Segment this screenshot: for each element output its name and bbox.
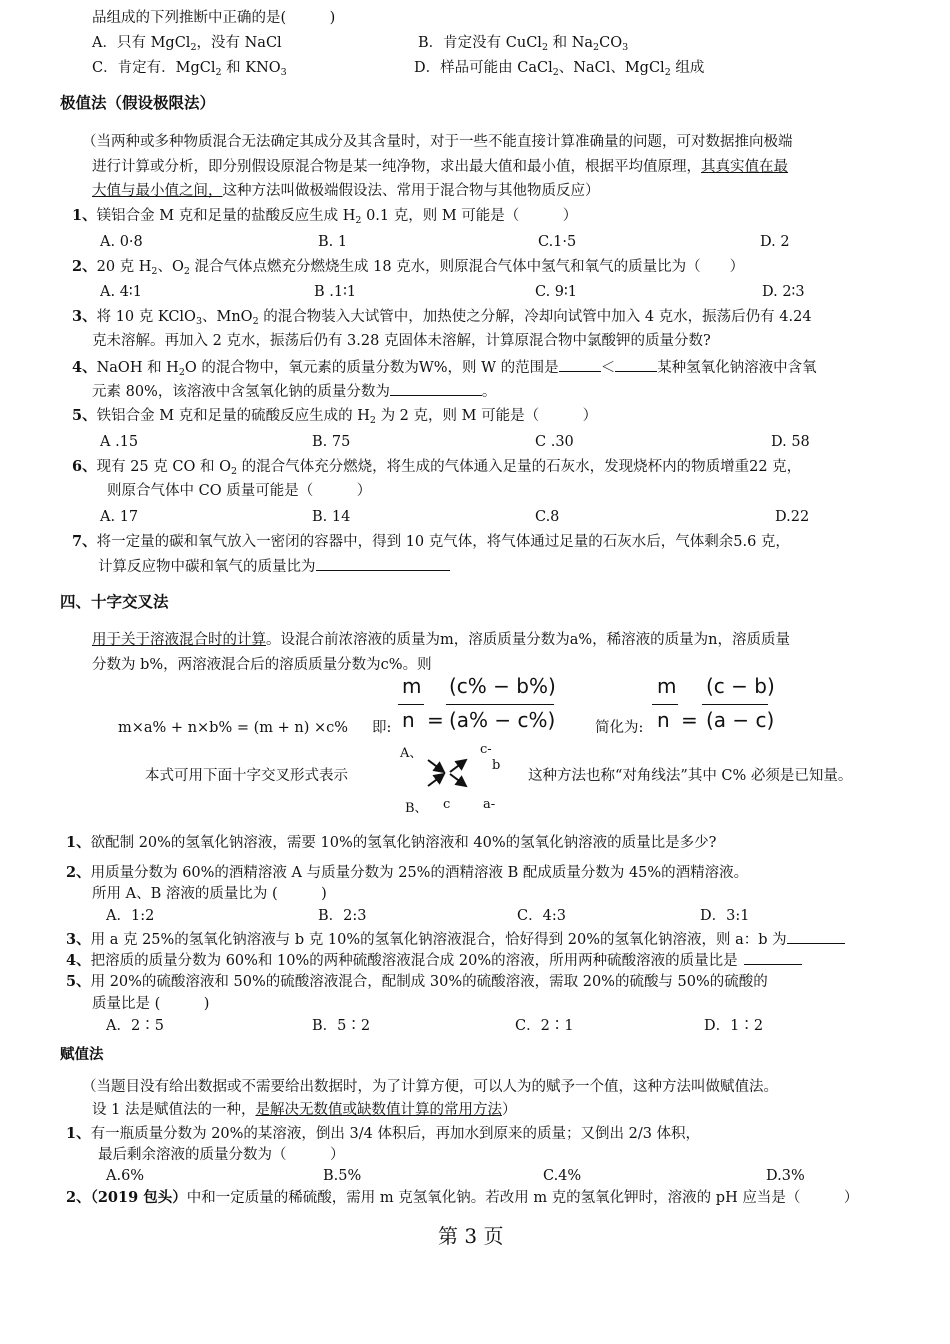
option: B.5% [323, 1168, 362, 1184]
cross-desc-line1 [92, 630, 790, 650]
limit-question-4 [72, 357, 817, 378]
limit-desc-line2 [92, 157, 788, 177]
option: A.6% [106, 1168, 145, 1184]
desc-text: 设 1 法是赋值法的一种， [92, 1102, 256, 1118]
question-number: 4、 [66, 952, 91, 969]
subscript: 3 [622, 42, 629, 53]
subscript: 2 [541, 42, 548, 53]
fraction2-denominator: (a − c) [706, 708, 775, 732]
section-title-cross: 四、十字交叉法 [60, 593, 169, 611]
limit-question-3 [72, 307, 812, 327]
question-text: 镁铝合金 M 克和足量的盐酸反应生成 H [96, 208, 356, 224]
punctuation: 。 [481, 384, 497, 400]
section-title-assign: 赋值法 [60, 1047, 104, 1063]
cross-question-1 [66, 833, 716, 853]
arrow-line [450, 760, 466, 772]
limit-question-5 [72, 406, 597, 426]
question-text: 的混合物装入大试管中，加热使之分解，冷却向试管中加入 4 克水，振荡后仍有 4.24 [258, 309, 812, 325]
question-text: 现有 25 克 CO 和 O [96, 459, 231, 475]
question-text: 0.1 克，则 M 可能是（ ） [361, 208, 578, 224]
option: B．2:3 [318, 908, 367, 924]
option: C.4% [543, 1168, 582, 1184]
option-b [418, 33, 628, 53]
fraction1-m: m [402, 674, 422, 698]
question-number: 2、 [66, 1189, 91, 1206]
arrow-line [428, 774, 444, 786]
question-number: 5、 [66, 973, 91, 990]
limit-question-7 [72, 532, 790, 552]
option: D.3% [766, 1168, 805, 1184]
assign-desc-line1: （当题目没有给出数据或不需要给出数据时，为了计算方便，可以人为的赋予一个值，这种方法叫做赋值法。 [82, 1079, 778, 1095]
answer-blank[interactable] [390, 381, 482, 396]
option-text: 和 Na [547, 35, 594, 51]
limit-desc-line3 [92, 181, 600, 201]
option-text: CO [599, 35, 623, 51]
question-text: 某种氢氧化钠溶液中含氧 [657, 360, 817, 376]
equals-sign: = [681, 708, 698, 732]
subscript: 2 [369, 415, 376, 426]
option-text: C．肯定有．MgCl [92, 60, 216, 76]
cross-shown-text: 本式可用下面十字交叉形式表示 [145, 768, 348, 784]
fraction1-denominator: (a% − c%) [449, 708, 556, 732]
underlined-text: 是解决无数值或缺数值计算的常用方法 [255, 1102, 502, 1118]
option-d [414, 58, 704, 78]
question-text: 、MnO [201, 309, 253, 325]
section-title-limit: 极值法（假设极限法） [60, 94, 216, 112]
fraction-bar [398, 704, 424, 705]
subscript: 2 [252, 316, 259, 327]
cross-arrows-icon [420, 752, 476, 792]
diagram-c-label: c [443, 797, 451, 812]
cross-desc-line2: 分数为 b%，两溶液混合后的溶质质量分数为c%。则 [92, 657, 432, 673]
option: C．2∶1 [515, 1018, 574, 1034]
subscript: 2 [230, 466, 238, 477]
underlined-text: 其真实值在最 [701, 159, 788, 175]
question-text: 有一瓶质量分数为 20%的某溶液，倒出 3/4 体积后，再加水到原来的质量；又倒出 2/3 体积， [90, 1126, 701, 1142]
cross-question-3 [66, 929, 845, 950]
option: A. 0·8 [100, 234, 143, 250]
limit-question-4-line2 [92, 381, 496, 402]
option: D. 2∶3 [762, 284, 805, 300]
less-than-sign: ＜ [600, 360, 616, 376]
underlined-text: 大值与最小值之间， [92, 183, 223, 199]
limit-question-2 [72, 257, 744, 277]
assign-desc-line2 [92, 1100, 516, 1120]
question-text: 中和一定质量的稀硫酸，需用 m 克氢氧化钠。若改用 m 克的氢氧化钾时，溶液的 pH 应当是（ ） [186, 1190, 859, 1206]
question-text: 混合气体点燃充分燃烧生成 18 克水，则原混合气体中氢气和氧气的质量比为（ ） [189, 259, 745, 275]
diagram-b-start-label: B、 [405, 801, 428, 816]
option: C.8 [535, 509, 560, 525]
equals-sign: = [427, 708, 444, 732]
option: D.22 [775, 509, 810, 525]
limit-desc-line1: （当两种或多种物质混合无法确定其成分及其含量时，对于一些不能直接计算准确量的问题，可对数据推向极端 [82, 134, 793, 150]
ji-label: 即: [372, 720, 392, 736]
source-tag: （2019 包头） [90, 1189, 187, 1206]
option: D. 2 [760, 234, 790, 250]
underlined-text: 用于关于溶液混合时的计算 [92, 632, 266, 648]
subscript: 2 [355, 215, 362, 226]
simplify-label: 简化为: [595, 720, 644, 736]
cross-question-5 [66, 972, 768, 992]
answer-blank[interactable] [559, 357, 601, 372]
option: D．1∶2 [704, 1018, 764, 1034]
subscript: 3 [195, 316, 202, 327]
question-text: 把溶质的质量分数为 60%和 10%的两种硫酸溶液混合成 20%的溶液，所用两种硫酸溶液的质量比是 [90, 953, 738, 969]
subscript: 2 [552, 67, 559, 78]
fraction-bar [702, 704, 768, 705]
subscript: 2 [178, 367, 185, 378]
limit-question-1 [72, 206, 577, 226]
diagram-c-minus-label: c- [480, 742, 492, 757]
question-number: 1、 [66, 834, 91, 851]
answer-blank[interactable] [744, 950, 802, 965]
option: B. 1 [318, 234, 348, 250]
assign-question-2 [66, 1188, 858, 1208]
option: A. 4∶1 [100, 284, 142, 300]
option-c [92, 58, 287, 78]
option: B. 75 [312, 434, 351, 450]
question-number: 2、 [66, 864, 91, 881]
question-number: 3、 [66, 931, 91, 948]
cross-question-2-line2: 所用 A、B 溶液的质量比为 ( ) [92, 886, 327, 902]
arrow-line [428, 760, 444, 772]
option: C. 9∶1 [535, 284, 578, 300]
diagram-a-label: A、 [400, 746, 423, 761]
option: B .1∶1 [314, 284, 357, 300]
subscript: 2 [593, 42, 600, 53]
question-text: 的混合气体充分燃烧，将生成的气体通入足量的石灰水，发现烧杯内的物质增重22 克， [237, 459, 802, 475]
desc-text: 进行计算或分析，即分别假设原混合物是某一纯净物，求出最大值和最小值，根据平均值原理， [92, 159, 701, 175]
question-number: 1、 [72, 207, 97, 224]
option: A .15 [100, 434, 139, 450]
assign-question-1-line2: 最后剩余溶液的质量分数为（ ） [98, 1147, 345, 1163]
option-a [92, 33, 282, 53]
question-text: 用 20%的硫酸溶液和 50%的硫酸溶液混合，配制成 30%的硫酸溶液，需取 20%的硫酸与 50%的硫酸的 [90, 974, 768, 990]
question-number: 5、 [72, 407, 97, 424]
question-text: 铁铝合金 M 克和足量的硫酸反应生成的 H [96, 408, 370, 424]
limit-question-6 [72, 457, 801, 477]
desc-text: 。设混合前浓溶液的质量为m，溶质质量分数为a%，稀溶液的质量为n，溶质质量 [266, 632, 791, 648]
subscript: 2 [664, 67, 671, 78]
fraction2-m: m [657, 674, 677, 698]
desc-text: 这种方法叫做极端假设法、常用于混合物与其他物质反应） [222, 183, 600, 199]
option: A．1:2 [106, 908, 155, 924]
answer-blank[interactable] [615, 357, 657, 372]
option: A. 17 [100, 509, 139, 525]
question-text: 用质量分数为 60%的酒精溶液 A 与质量分数为 25%的酒精溶液 B 配成质量分数为 45%的酒精溶液。 [90, 865, 749, 881]
cross-question-4 [66, 950, 802, 971]
answer-blank[interactable] [787, 929, 845, 944]
subscript: 2 [151, 266, 158, 277]
option-text: ，没有 NaCl [196, 35, 282, 51]
question-text: 将 10 克 KClO [96, 309, 196, 325]
question-text: 、O [157, 259, 184, 275]
cross-question-5-line2: 质量比是 ( ) [92, 996, 210, 1012]
question-number: 3、 [72, 308, 97, 325]
option: A．2∶5 [106, 1018, 164, 1034]
question-text: 20 克 H [96, 259, 152, 275]
arrow-line [450, 774, 466, 786]
question-text: 欲配制 20%的氢氧化钠溶液，需要 10%的氢氧化钠溶液和 40%的氢氧化钠溶液的质量比是多少? [90, 835, 717, 851]
question-number: 4、 [72, 359, 97, 376]
answer-blank[interactable] [316, 556, 450, 571]
option: C .30 [535, 434, 574, 450]
option: C．4:3 [517, 908, 566, 924]
question-number: 1、 [66, 1125, 91, 1142]
question-text: 元素 80%，该溶液中含氢氧化钠的质量分数为 [92, 384, 390, 400]
fraction2-n: n [657, 708, 670, 732]
option-text: A．只有 MgCl [92, 35, 191, 51]
option: C.1·5 [538, 234, 577, 250]
diagram-a-minus-label: a- [483, 797, 496, 812]
question-text: 计算反应物中碳和氧气的质量比为 [98, 559, 316, 575]
diagram-b-label: b [492, 758, 501, 773]
question-number: 7、 [72, 533, 97, 550]
fraction1-n: n [402, 708, 415, 732]
mixing-formula: m×a% + n×b% = (m + n) ×c% [118, 720, 349, 736]
question-number: 6、 [72, 458, 97, 475]
option-text: 和 KNO [221, 60, 281, 76]
question-intro: 品组成的下列推断中正确的是( ) [92, 10, 336, 26]
question-text: NaOH 和 H [96, 360, 179, 376]
limit-question-6-line2: 则原合气体中 CO 质量可能是（ ） [107, 483, 372, 499]
question-text: 用 a 克 25%的氢氧化钠溶液与 b 克 10%的氢氧化钠溶液混合，恰好得到 20%的氢氧化钠溶液，则 a：b 为 [90, 932, 787, 948]
assign-question-1 [66, 1124, 700, 1144]
diagonal-method-note: 这种方法也称“对角线法”其中 C% 必须是已知量。 [528, 768, 853, 784]
subscript: 2 [183, 266, 190, 277]
option-text: B．肯定没有 CuCl [418, 35, 542, 51]
fraction1-numerator: (c% − b%) [449, 674, 556, 698]
option: D．3:1 [700, 908, 750, 924]
cross-question-2 [66, 863, 748, 883]
option-text: D．样品可能由 CaCl [414, 60, 553, 76]
option-text: 组成 [670, 60, 705, 76]
option: B．5∶2 [312, 1018, 371, 1034]
fraction-bar [652, 704, 678, 705]
fraction-bar [446, 704, 554, 705]
desc-text: ） [501, 1102, 517, 1118]
page-number: 第 3 页 [438, 1224, 504, 1248]
subscript: 2 [215, 67, 222, 78]
limit-question-3-line2: 克未溶解。再加入 2 克水，振荡后仍有 3.28 克固体未溶解，计算原混合物中氯酸钾的质量分数? [92, 333, 711, 349]
subscript: 2 [190, 42, 197, 53]
question-text: 将一定量的碳和氧气放入一密闭的容器中，得到 10 克气体，将气体通过足量的石灰水后，气体剩余5.6 克， [96, 534, 790, 550]
question-text: 为 2 克，则 M 可能是（ ） [375, 408, 598, 424]
question-text: O 的混合物中，氧元素的质量分数为W%，则 W 的范围是 [184, 360, 559, 376]
limit-question-7-line2 [98, 556, 450, 577]
option: D. 58 [771, 434, 810, 450]
fraction2-numerator: (c − b) [706, 674, 775, 698]
option-text: 、NaCl、MgCl [558, 60, 665, 76]
question-number: 2、 [72, 258, 97, 275]
subscript: 3 [280, 67, 287, 78]
option: B. 14 [312, 509, 351, 525]
